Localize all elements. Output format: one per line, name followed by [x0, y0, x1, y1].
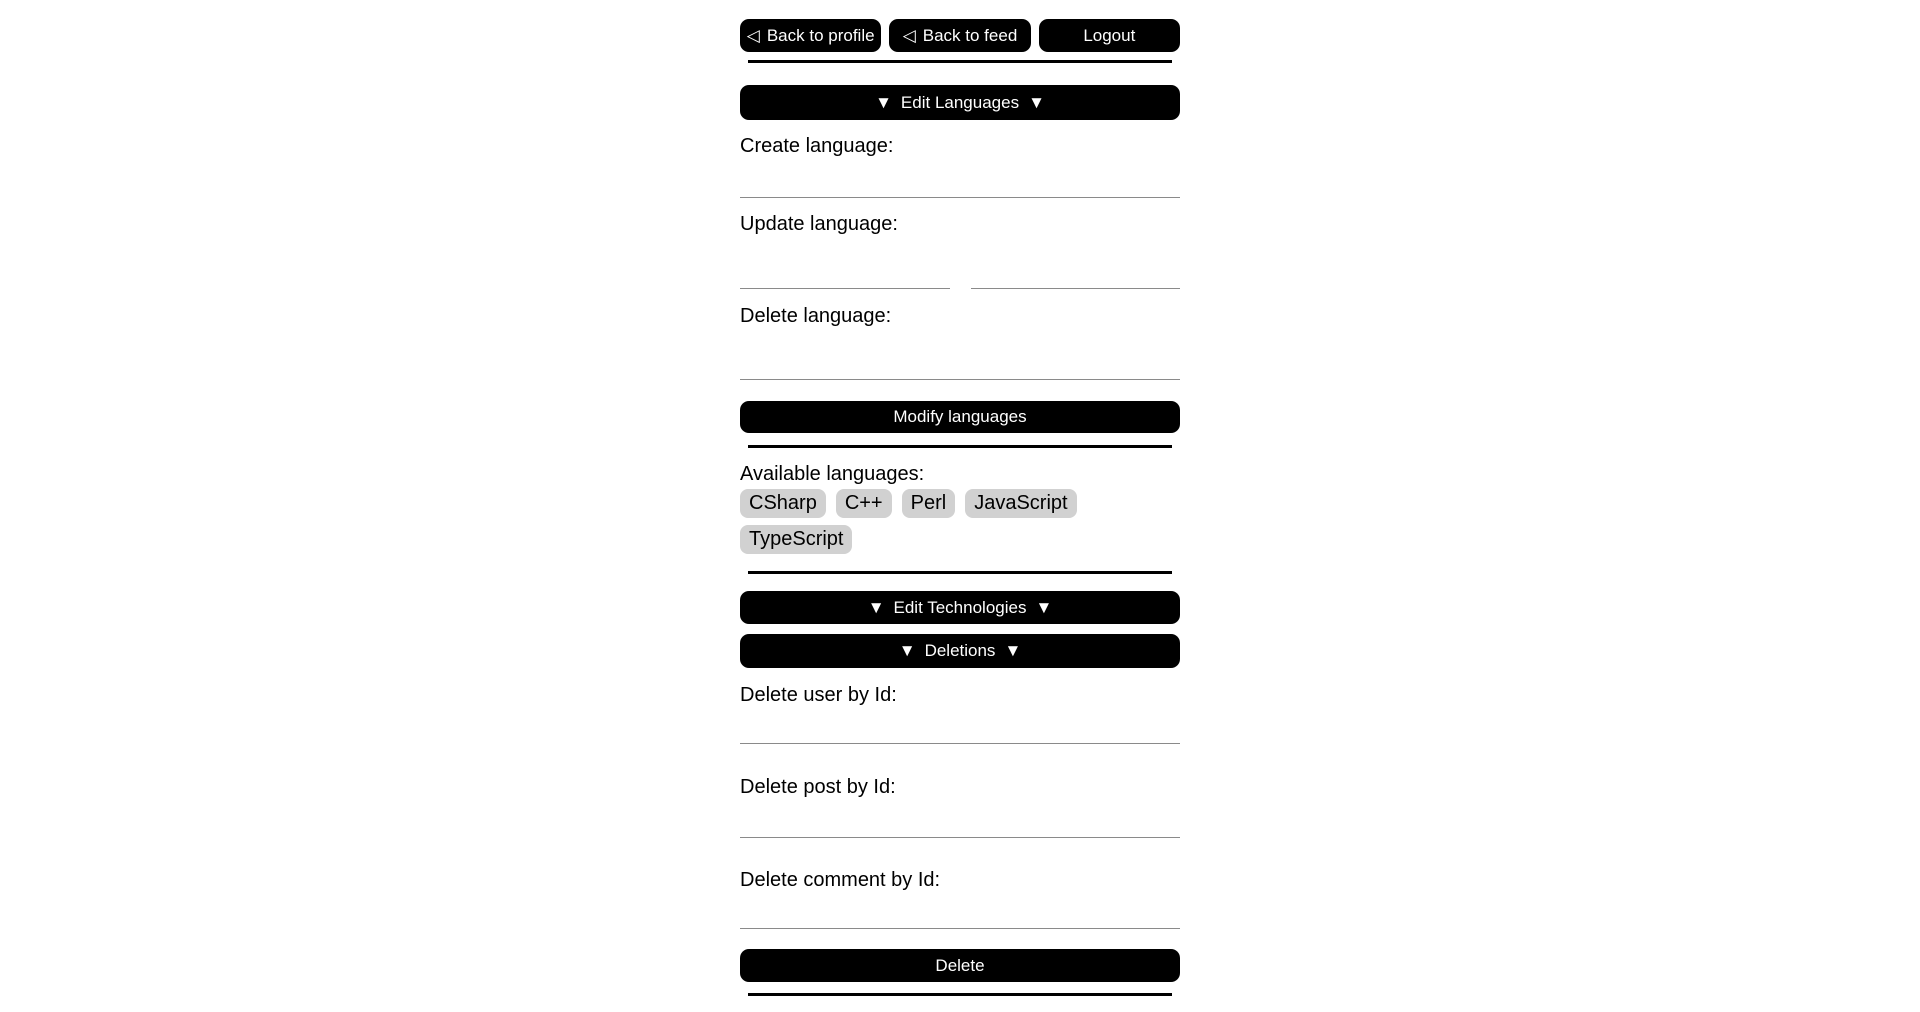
edit-languages-accordion-button[interactable] — [740, 85, 1180, 120]
delete-user-label: Delete user by Id: — [740, 684, 897, 706]
back-to-profile-label: Back to profile — [766, 25, 875, 45]
delete-button[interactable] — [740, 949, 1180, 982]
available-languages-label: Available languages: — [740, 463, 925, 485]
logout-label: Logout — [1083, 25, 1136, 45]
logout-button[interactable] — [1039, 19, 1180, 52]
chevron-down-icon: ▼ — [1035, 597, 1053, 617]
edit-languages-label: Edit Languages — [900, 92, 1020, 112]
back-to-profile-button[interactable] — [740, 19, 881, 52]
language-chip: Perl — [902, 489, 956, 518]
language-chip: TypeScript — [740, 525, 852, 554]
delete-post-label: Delete post by Id: — [740, 776, 896, 798]
top-button-bar — [740, 19, 1180, 52]
deletions-accordion-button[interactable] — [740, 634, 1180, 668]
chevron-down-icon: ▼ — [875, 92, 892, 112]
delete-language-label: Delete language: — [740, 305, 892, 327]
edit-technologies-accordion-button[interactable] — [740, 591, 1180, 624]
delete-button-label: Delete — [935, 955, 985, 975]
main-content — [740, 0, 1180, 996]
update-language-old-input[interactable] — [740, 235, 950, 289]
create-language-label: Create language: — [740, 135, 894, 157]
delete-language-input[interactable] — [740, 327, 1180, 380]
delete-comment-id-input[interactable] — [740, 891, 1180, 929]
back-to-feed-button[interactable] — [889, 19, 1030, 52]
chevron-down-icon: ▼ — [867, 597, 885, 617]
language-chip: JavaScript — [965, 489, 1076, 518]
update-language-label: Update language: — [740, 213, 898, 235]
chevron-down-icon: ▼ — [1004, 641, 1022, 660]
back-arrow-icon: ◁ — [902, 25, 916, 45]
chevron-down-icon: ▼ — [1028, 92, 1045, 112]
section-divider — [748, 60, 1172, 63]
section-divider — [748, 571, 1172, 574]
back-arrow-icon: ◁ — [746, 25, 760, 45]
modify-languages-label: Modify languages — [893, 407, 1027, 426]
chevron-down-icon: ▼ — [898, 641, 916, 660]
section-divider — [748, 445, 1172, 448]
edit-technologies-label: Edit Technologies — [893, 597, 1027, 617]
section-divider — [748, 993, 1172, 996]
update-language-new-input[interactable] — [971, 235, 1181, 289]
delete-post-id-input[interactable] — [740, 798, 1180, 838]
update-language-row — [740, 235, 1180, 289]
back-to-feed-label: Back to feed — [922, 25, 1018, 45]
delete-user-id-input[interactable] — [740, 706, 1180, 744]
create-language-input[interactable] — [740, 157, 1180, 198]
language-chip: C++ — [836, 489, 892, 518]
delete-comment-label: Delete comment by Id: — [740, 869, 941, 891]
available-languages-list — [740, 489, 1180, 554]
language-chip: CSharp — [740, 489, 826, 518]
deletions-label: Deletions — [924, 641, 996, 660]
modify-languages-button[interactable] — [740, 401, 1180, 433]
